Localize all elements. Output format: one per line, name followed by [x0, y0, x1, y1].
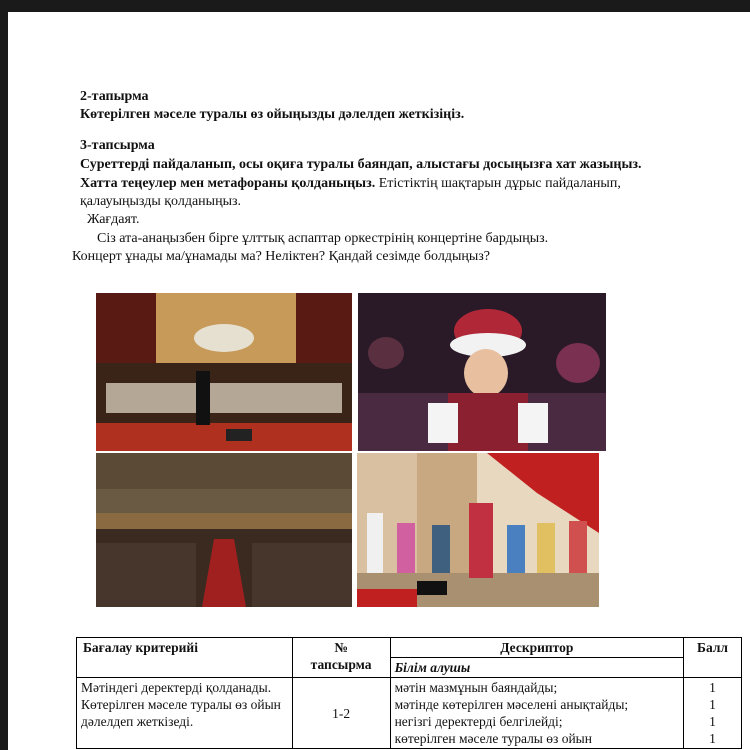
learner-label: Білім алушы: [390, 658, 683, 678]
table-header-row: [77, 638, 742, 658]
descriptor-item: көтерілген мәселе туралы өз ойын: [394, 731, 592, 746]
task3-line2: [80, 176, 621, 192]
task3-line1: Суреттерді пайдаланып, осы оқиға туралы баяндап, алыстағы досыңызға хат жазыңыз.: [80, 157, 642, 172]
situation-question: Концерт ұнады ма/ұнамады ма? Неліктен? Қандай сезімде болдыңыз?: [72, 249, 490, 264]
situation-text: Сіз ата-анаңызбен бірге ұлттық аспаптар оркестрінің концертіне бардыңыз.: [97, 231, 549, 246]
task2-title: 2-тапырма: [80, 89, 149, 104]
header-criterion: Бағалау критерийі: [77, 638, 293, 678]
concert-hall-audience-photo: [96, 453, 352, 607]
score-cell: [684, 678, 742, 749]
singer-ensemble-photo: [357, 453, 599, 607]
header-task-number: [292, 638, 390, 678]
table-row: [77, 678, 742, 749]
descriptor-cell: [390, 678, 683, 749]
task3-line2-rest: Етістіктің шақтарын дұрыс пайдаланып,: [375, 176, 621, 191]
score-value: 1: [709, 731, 716, 746]
situation-label: Жағдаят.: [87, 212, 140, 227]
score-value: 1: [709, 697, 716, 712]
descriptor-item: негізгі деректерді белгілейді;: [394, 714, 563, 729]
descriptor-item: мәтінде көтерілген мәселені анықтайды;: [394, 697, 629, 712]
task3-line2-bold: Хатта теңеулер мен метафораны қолданыңыз.: [80, 176, 376, 191]
orchestra-stage-photo: [96, 293, 352, 451]
header-task-no-symbol: №: [334, 640, 348, 655]
descriptor-item: мәтін мазмұнын баяндайды;: [394, 680, 558, 695]
header-task-no-label: тапсырма: [310, 657, 372, 672]
score-value: 1: [709, 680, 716, 695]
task-range-cell: 1-2: [292, 678, 390, 749]
header-score: Балл: [684, 638, 742, 678]
assessment-criteria-table: [76, 637, 742, 749]
task3-title: 3-тапсырма: [80, 138, 155, 153]
viewer-left-border: [0, 0, 8, 750]
performer-closeup-photo: [358, 293, 606, 451]
viewer-top-border: [0, 0, 750, 12]
header-descriptor: Дескриптор: [390, 638, 683, 658]
score-value: 1: [709, 714, 716, 729]
criterion-text-2: Көтерілген мәселе туралы өз ойын дәлелдеп жеткізеді.: [81, 697, 281, 729]
task2-instruction: Көтерілген мәселе туралы өз ойыңызды дәлелдеп жеткізіңіз.: [80, 107, 465, 122]
criterion-text-1: Мәтіндегі деректерді қолданады.: [81, 680, 272, 695]
criterion-cell: [77, 678, 293, 749]
task3-line3: қалауыңызды қолданыңыз.: [80, 194, 242, 209]
